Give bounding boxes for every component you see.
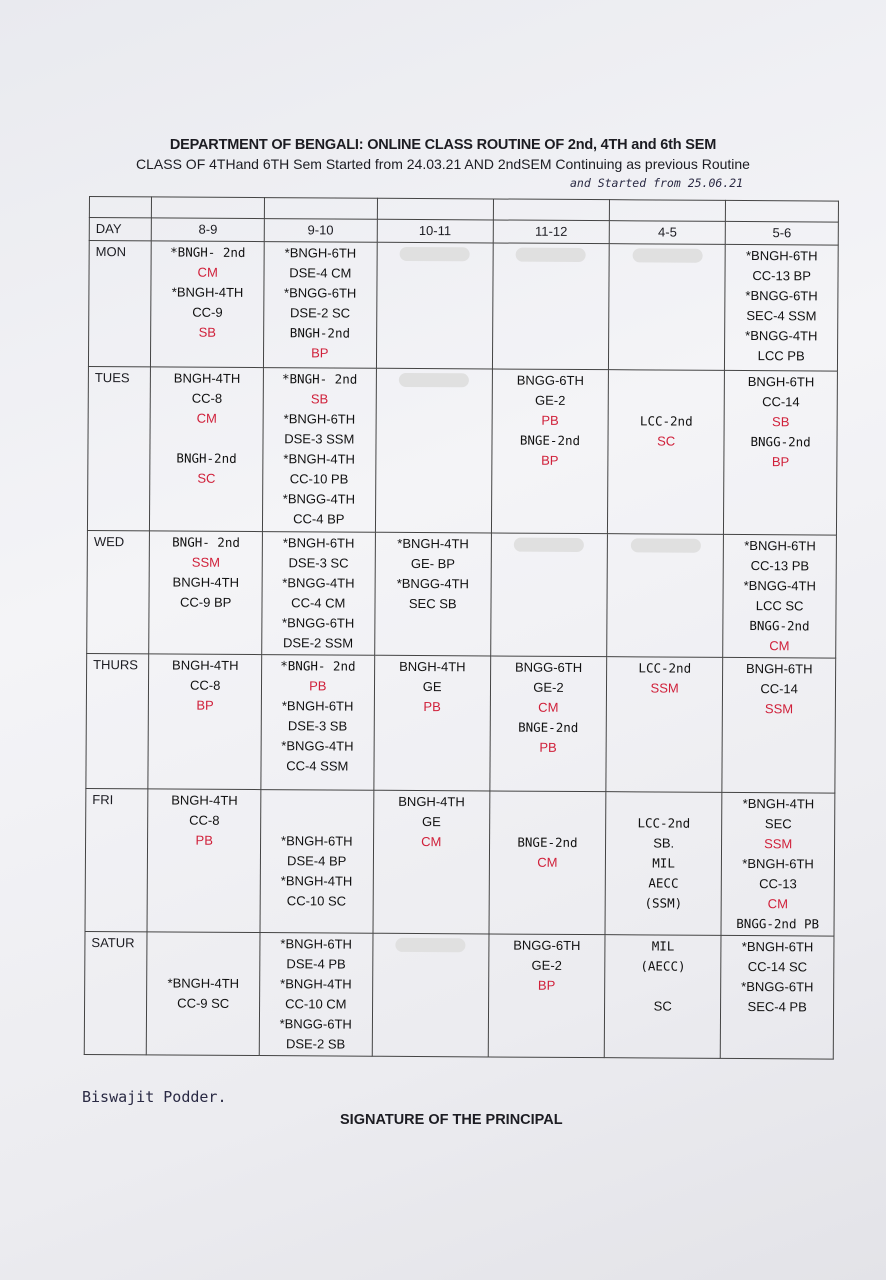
cell-line: BP (541, 452, 559, 468)
cell-line: SC (657, 433, 676, 449)
cell-line: BNGG-6TH (513, 937, 581, 954)
cell-line: DSE-2 SC (290, 305, 351, 321)
table-row (85, 788, 835, 936)
cell-line: PB (539, 739, 557, 755)
cell-line: GE- BP (410, 555, 456, 572)
cell-line: *BNGH-6TH (741, 939, 814, 955)
cell-line: *BNGH- 2nd (280, 658, 356, 674)
cell-line: *BNGG-4TH (282, 575, 355, 591)
cell-line: *BNGG-6TH (279, 1016, 352, 1032)
class-cell (151, 241, 264, 368)
cell-line: SEC SB (408, 595, 457, 612)
cell-line: BP (771, 454, 790, 470)
whiteout-smudge (514, 538, 584, 552)
class-cell (724, 370, 838, 535)
col-header: 8-9 (152, 218, 265, 242)
cell-line: SEC-4 SSM (746, 308, 817, 324)
cell-line: BNGG-2nd (750, 434, 811, 450)
cell-line: LCC-2nd (639, 413, 693, 429)
class-cell (721, 792, 835, 936)
class-cell (605, 792, 722, 936)
day-cell: WED (87, 530, 150, 653)
cell-line: GE-2 (533, 679, 564, 695)
cell-line: CC-10 SC (286, 893, 347, 909)
class-cell (607, 534, 724, 658)
class-cell (607, 370, 724, 535)
cell-line: *BNGH-6TH (280, 936, 353, 952)
cell-line: *BNGH-4TH (167, 975, 240, 991)
cell-line: (SSM) (644, 895, 683, 911)
cell-line: CM (197, 264, 218, 280)
cell-line: CC-4 BP (293, 511, 345, 527)
class-cell (491, 369, 608, 534)
cell-line: SEC (764, 816, 792, 832)
cell-line: GE (422, 679, 442, 695)
table-row (87, 366, 837, 535)
cell-line: BNGH-4TH (399, 658, 466, 675)
cell-line: *BNGH-6TH (284, 245, 357, 261)
cell-line: DSE-3 SB (287, 718, 348, 734)
class-cell (262, 532, 375, 656)
table-row (87, 530, 837, 658)
class-cell (375, 368, 492, 533)
cell-line: PB (423, 699, 441, 715)
cell-line: BNGH-4TH (172, 574, 240, 590)
signature-text: Biswajit Podder. (82, 1088, 227, 1106)
class-cell (608, 244, 725, 371)
whiteout-smudge (516, 248, 586, 262)
cell-line: *BNGH-4TH (280, 873, 353, 889)
class-cell (147, 932, 260, 1056)
class-cell (723, 534, 836, 658)
col-header-day: DAY (89, 218, 152, 241)
cell-line: BNGH-4TH (171, 792, 238, 808)
cell-line: CC-14 (760, 681, 798, 697)
cell-line: *BNGG-6TH (282, 615, 355, 631)
cell-line: BNGH-4TH (173, 370, 241, 386)
cell-line: CC-14 SC (747, 959, 808, 975)
cell-line: BNGG-2nd PB (736, 915, 820, 932)
cell-line: PB (541, 412, 559, 428)
cell-line: BP (196, 697, 214, 713)
cell-line: BNGE-2nd (519, 432, 581, 449)
class-cell (376, 242, 493, 369)
routine-table (84, 196, 839, 1060)
cell-line: *BNGH-6TH (281, 833, 353, 849)
principal-signature-label: SIGNATURE OF THE PRINCIPAL (340, 1112, 563, 1128)
cell-line: BNGH-4TH (398, 793, 465, 810)
cell-line: CC-9 SC (177, 995, 230, 1011)
col-header: 4-5 (609, 221, 725, 245)
cell-line: *BNGG-6TH (745, 288, 818, 304)
table-row (88, 241, 838, 372)
class-cell (725, 244, 839, 371)
cell-line: SB (198, 324, 217, 340)
cell-line: DSE-4 CM (289, 265, 352, 281)
day-cell: THURS (86, 653, 149, 788)
table-row (86, 653, 836, 793)
col-header: 5-6 (725, 221, 838, 245)
col-header: 10-11 (377, 219, 493, 243)
class-cell (372, 933, 489, 1057)
cell-line: DSE-2 SSM (282, 635, 354, 651)
cell-line (492, 792, 603, 813)
whiteout-smudge (396, 938, 466, 952)
cell-line: SB. (653, 835, 675, 851)
cell-line: PB (195, 832, 213, 848)
cell-line: BNGE-2nd (518, 719, 579, 735)
cell-line: CM (538, 699, 559, 715)
cell-line: *BNGH-4TH (280, 976, 352, 992)
day-cell: MON (88, 241, 151, 367)
class-cell (148, 654, 261, 790)
class-cell (150, 367, 264, 532)
cell-line: AECC (648, 875, 679, 891)
cell-line: CM (196, 410, 217, 426)
cell-line: BNGH-2nd (289, 325, 351, 341)
cell-line: BNGH-4TH (172, 657, 239, 673)
cell-line: BNGH-2nd (176, 450, 237, 466)
cell-line: BNGG-6TH (516, 372, 584, 389)
whiteout-smudge (630, 538, 700, 552)
routine-body (84, 241, 838, 1060)
class-cell (374, 532, 491, 656)
cell-line: MIL (651, 938, 675, 954)
class-cell (722, 657, 836, 793)
routine-header (0, 137, 886, 172)
header-subtitle: CLASS OF 4THand 6TH Sem Started from 24.03.21 AND 2ndSEM Continuing as previous Routine (136, 156, 750, 172)
cell-line: SEC-4 PB (747, 999, 807, 1015)
cell-line: *BNGG-4TH (282, 491, 356, 507)
cell-line: LCC-2nd (638, 660, 692, 676)
cell-line: *BNGH-6TH (745, 248, 818, 264)
cell-line: CC-14 (762, 394, 800, 410)
cell-line: SB (772, 414, 790, 430)
cell-line: CC-8 (189, 677, 221, 693)
cell-line: CM (767, 896, 788, 912)
cell-line: CM (769, 638, 790, 654)
cell-line: *BNGH-4TH (283, 451, 355, 467)
day-cell: FRI (85, 788, 148, 931)
cell-line: CC-13 BP (752, 268, 811, 284)
cell-line (607, 976, 718, 997)
class-cell (491, 533, 608, 657)
cell-line: *BNGH-4TH (171, 284, 244, 300)
cell-line (150, 933, 258, 954)
cell-line: GE (421, 814, 441, 830)
cell-line: CC-4 CM (291, 595, 346, 611)
cell-line: DSE-2 SB (285, 1036, 346, 1052)
cell-line: CC-9 BP (179, 594, 232, 610)
cell-line: SSM (764, 836, 793, 852)
cell-line: MIL (652, 855, 675, 871)
class-cell (373, 655, 490, 791)
cell-line: *BNGH- 2nd (170, 244, 246, 260)
day-cell: SATUR (84, 931, 147, 1054)
cell-line: *BNGH-6TH (742, 856, 814, 872)
cell-line: SSM (764, 701, 794, 717)
cell-line (153, 428, 261, 449)
cell-line: CC-13 PB (750, 558, 810, 574)
cell-line (611, 371, 722, 392)
cell-line: *BNGG-4TH (743, 578, 816, 594)
cell-line: *BNGH-4TH (397, 535, 469, 552)
cell-line: LCC PB (757, 348, 805, 364)
class-cell (373, 790, 490, 934)
class-cell (490, 656, 607, 792)
cell-line (611, 391, 722, 412)
cell-line: *BNGH-4TH (742, 796, 815, 812)
cell-line: GE-2 (531, 957, 562, 973)
cell-line: DSE-4 PB (286, 956, 346, 972)
class-cell (262, 368, 376, 533)
cell-line: GE-2 (534, 392, 566, 408)
class-cell (604, 935, 721, 1059)
cell-line: CC-8 (189, 812, 220, 828)
col-header: 11-12 (493, 220, 609, 244)
cell-line: CC-13 (759, 876, 797, 892)
cell-line: (AECC) (640, 958, 686, 974)
cell-line: *BNGH-6TH (744, 538, 816, 554)
day-cell: TUES (87, 366, 150, 530)
cell-line: SC (653, 998, 672, 1014)
whiteout-smudge (632, 248, 702, 262)
class-cell (147, 789, 260, 933)
cell-line: DSE-3 SC (288, 555, 349, 571)
header-title: DEPARTMENT OF BENGALI: ONLINE CLASS ROUTINE OF 2nd, 4TH and 6th SEM (169, 137, 717, 153)
cell-line: CM (537, 854, 558, 870)
handwritten-note: and Started from 25.06.21 (570, 176, 744, 190)
cell-line: *BNGH-6TH (281, 698, 354, 714)
cell-line: SC (197, 470, 216, 486)
cell-line: BNGE-2nd (517, 834, 578, 850)
class-cell (492, 243, 609, 370)
cell-line: *BNGH-6TH (282, 535, 355, 551)
cell-line: SB (310, 391, 329, 407)
cell-line: SSM (191, 554, 221, 570)
cell-line: CC-9 (192, 304, 223, 320)
cell-line: LCC-2nd (637, 815, 691, 831)
class-cell (260, 790, 374, 934)
cell-line: PB (309, 678, 327, 694)
cell-line: *BNGG-6TH (741, 978, 814, 995)
cell-line: BNGH- 2nd (172, 534, 240, 550)
class-cell (489, 791, 606, 935)
cell-line: *BNGG-4TH (396, 575, 470, 592)
cell-line: SSM (650, 680, 679, 696)
cell-line: CC-4 SSM (286, 758, 349, 774)
cell-line: DSE-3 SSM (284, 431, 355, 447)
cell-line: BNGG-2nd (749, 618, 810, 634)
cell-line: CC-10 PB (289, 471, 349, 487)
class-cell (488, 934, 605, 1058)
class-cell (721, 935, 834, 1059)
class-cell (606, 657, 723, 793)
cell-line: BNGG-6TH (514, 659, 583, 676)
cell-line: BP (537, 977, 556, 993)
cell-line: *BNGG-6TH (284, 285, 357, 301)
cell-line: CC-10 CM (285, 996, 347, 1012)
cell-line (492, 812, 603, 833)
whiteout-smudge (400, 247, 470, 261)
col-header: 9-10 (264, 219, 377, 243)
class-cell (263, 242, 376, 369)
cell-line (150, 953, 258, 974)
cell-line: BNGH-6TH (745, 661, 813, 677)
cell-line: *BNGH- 2nd (281, 371, 358, 387)
cell-line: *BNGG-4TH (281, 738, 354, 754)
cell-line: *BNGH-6TH (283, 411, 356, 427)
cell-line (263, 811, 371, 832)
class-cell (261, 655, 374, 791)
class-cell (259, 933, 372, 1057)
class-cell (149, 531, 262, 655)
cell-line (263, 791, 371, 812)
cell-line: BP (311, 345, 329, 361)
cell-line: BNGH-6TH (747, 374, 815, 390)
cell-line: DSE-4 BP (287, 853, 347, 869)
cell-line: CM (421, 834, 442, 850)
cell-line: CC-8 (191, 390, 223, 406)
cell-line: *BNGG-4TH (745, 328, 818, 344)
cell-line (608, 793, 719, 814)
whiteout-smudge (399, 373, 469, 387)
cell-line: LCC SC (755, 598, 804, 614)
table-row (84, 931, 834, 1059)
